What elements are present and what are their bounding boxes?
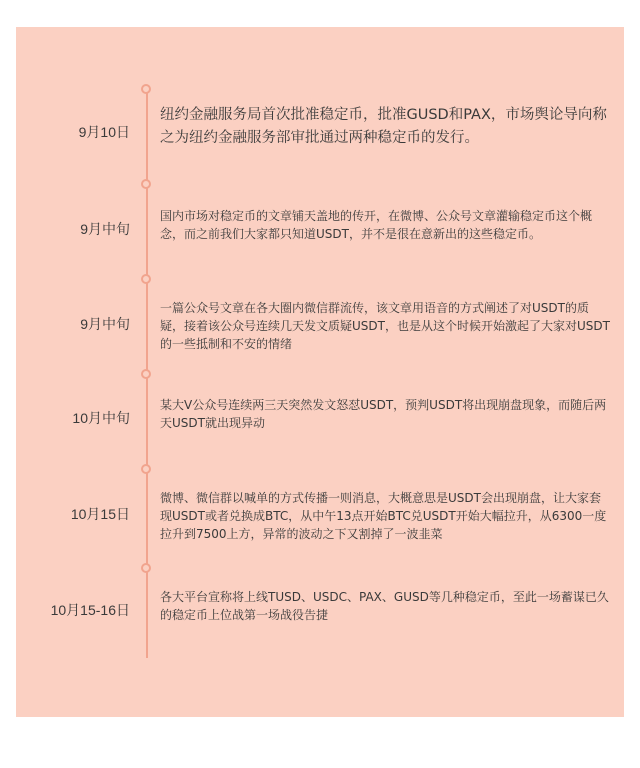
entry-text: 各大平台宣称将上线TUSD、USDC、PAX、GUSD等几种稳定币，至此一场蓄谋已久的稳定币上位战第一场战役告捷	[160, 590, 609, 622]
entry-date: 10月中旬	[72, 410, 130, 426]
entry-date: 10月15日	[70, 506, 130, 522]
entry-text: 微博、微信群以喊单的方式传播一则消息，大概意思是USDT会出现崩盘，让大家套现USDT或者兑换成BTC，从中午13点开始BTC兑USDT开始大幅拉升，从6300一度拉升到7500上方，异常的波动之下又割掉了一波韭菜	[160, 491, 607, 541]
entry-date: 9月中旬	[80, 316, 130, 332]
entry-date: 9月10日	[78, 124, 130, 140]
entry-text: 国内市场对稳定币的文章铺天盖地的传开，在微博、公众号文章灌输稳定币这个概念，而之前我们大家都只知道USDT，并不是很在意新出的这些稳定币。	[160, 209, 593, 241]
timeline-dot	[141, 464, 151, 474]
timeline-dot	[141, 274, 151, 284]
entry-text: 某大V公众号连续两三天突然发文怒怼USDT，预判USDT将出现崩盘现象，而随后两天USDT就出现异动	[160, 398, 607, 430]
timeline-dot	[141, 369, 151, 379]
entry-text: 纽约金融服务局首次批准稳定币，批准GUSD和PAX，市场舆论导向称之为纽约金融服务部审批通过两种稳定币的发行。	[160, 107, 607, 146]
timeline-dot	[141, 563, 151, 573]
entry-text: 一篇公众号文章在各大圈内微信群流传，该文章用语音的方式阐述了对USDT的质疑，接着该公众号连续几天发文质疑USDT，也是从这个时候开始激起了大家对USDT的一些抵制和不安的情绪	[160, 301, 610, 351]
entry-date: 9月中旬	[80, 221, 130, 237]
timeline-dot	[141, 179, 151, 189]
entry-date: 10月15-16日	[50, 602, 130, 618]
timeline-dot	[141, 84, 151, 94]
